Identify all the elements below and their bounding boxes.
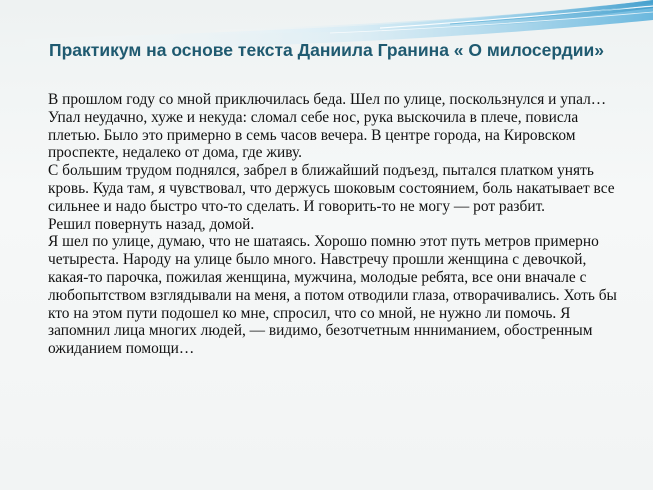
slide-title: Практикум на основе текста Даниила Гранина « О милосердии» bbox=[49, 40, 604, 60]
paragraph: В прошлом году со мной приключилась беда. Шел по улице, поскользнулся и упал… Упал неудачно, хуже и некуда: сломал себе нос, рука выскочила в плече, повисла плетью. Было это примерно в семь часов вечера. В центре города, на Кировском проспекте, недалеко от дома, где живу. bbox=[48, 91, 607, 162]
body-text bbox=[48, 91, 626, 358]
paragraph: Я шел по улице, думаю, что не шатаясь. Хорошо помню этот путь метров примерно четыреста. Народу на улице было много. Навстречу прошли женщина с девочкой, какая-то парочка, пожилая женщина, мужчина, молодые ребята, все они вначале с любопытством взглядывали на меня, а потом отводили глаза, отворачивались. Хоть бы кто на этом пути подошел ко мне, спросил, что со мной, не нужно ли помочь. Я запомнил лица многих людей, — видимо, безотчетным ннниманием, обостренным ожиданием помощи… bbox=[48, 233, 617, 358]
paragraph: С большим трудом поднялся, забрел в ближайший подъезд, пытался платком унять кровь. Куда там, я чувствовал, что держусь шоковым состоянием, боль накатывает все сильнее и надо быстро что-то сделать. И говорить-то не могу — рот разбит. bbox=[48, 162, 615, 215]
paragraph: Решил повернуть назад, домой. bbox=[48, 215, 255, 233]
